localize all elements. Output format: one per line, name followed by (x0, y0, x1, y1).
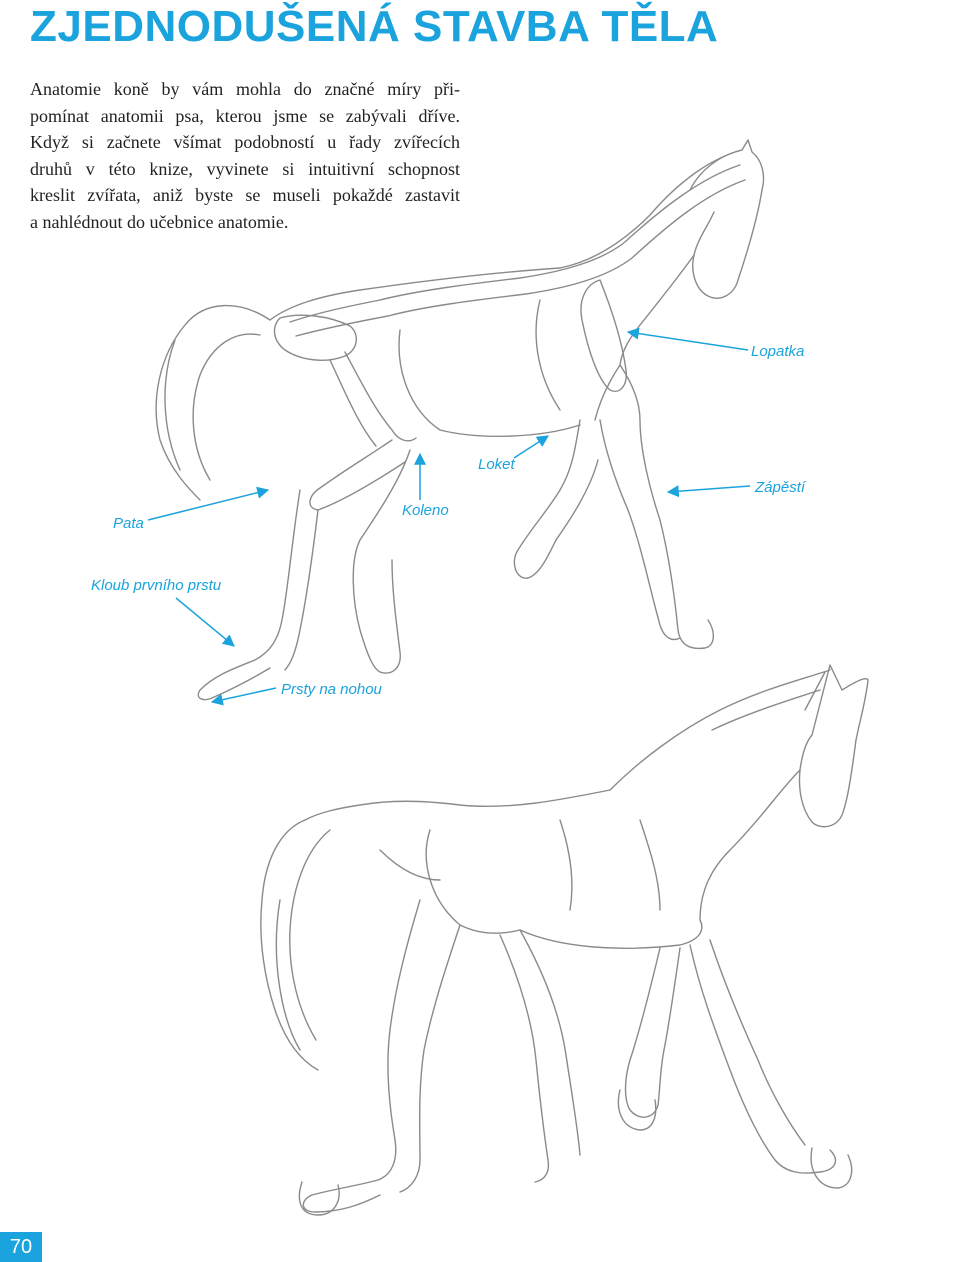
label-kloub-prvniho-prstu: Kloub prvního prstu (91, 577, 222, 594)
intro-line: Když si začnete všímat podobností u řady zvířecích (30, 132, 460, 152)
label-zapesti: Zápěstí (755, 479, 806, 496)
label-lopatka: Lopatka (751, 343, 805, 360)
page-number: 70 (0, 1232, 42, 1262)
intro-line: kreslit zvířata, aniž byste se museli pokaždé zastavit (30, 185, 460, 205)
arrow-pata (148, 490, 268, 520)
horse-skeleton-drawing (156, 140, 763, 700)
page-title: ZJEDNODUŠENÁ STAVBA TĚLA (30, 2, 719, 51)
arrow-zapesti (668, 486, 750, 492)
intro-line: a nahlédnout do učebnice anatomie. (30, 211, 289, 232)
intro-line: pomínat anatomii psa, kterou jsme se zabývali dříve. (30, 105, 460, 126)
arrow-prsty (212, 688, 276, 702)
intro-line: druhů v této knize, vyvinete si intuitivní schopnost (30, 158, 460, 179)
arrow-lopatka (628, 332, 748, 350)
arrow-kloub (176, 598, 234, 646)
intro-line: Anatomie koně by vám mohla do značné míry při- (30, 79, 460, 99)
label-pata: Pata (113, 515, 144, 532)
label-prsty-na-nohou: Prsty na nohou (281, 681, 382, 698)
horse-walking-drawing (261, 665, 868, 1215)
arrow-loket (514, 436, 548, 458)
label-koleno: Koleno (402, 502, 449, 519)
label-loket: Loket (478, 456, 515, 473)
